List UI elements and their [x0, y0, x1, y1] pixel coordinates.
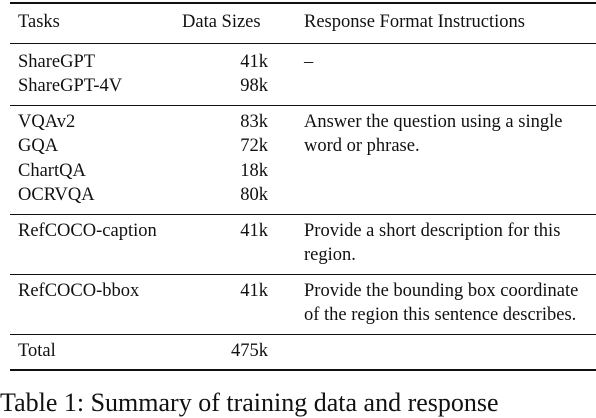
task-cell — [10, 214, 182, 274]
instruction-text: of the region this sentence describes. — [304, 305, 577, 325]
instruction-text: Provide the bounding box coordinate — [304, 280, 579, 301]
data-summary-table-container — [10, 2, 596, 371]
size-cell — [182, 274, 286, 334]
table-row-refcoco-caption — [10, 214, 596, 274]
header-response-format: Response Format Instructions — [304, 12, 525, 32]
data-size: 18k — [240, 160, 268, 181]
task-cell — [10, 274, 182, 334]
data-size: 41k — [240, 280, 268, 301]
data-summary-table — [10, 2, 596, 371]
instruction-cell — [286, 274, 596, 334]
header-tasks: Tasks — [18, 12, 60, 32]
task-name: RefCOCO-bbox — [18, 280, 140, 301]
data-size: 98k — [240, 76, 268, 96]
instruction-cell — [286, 43, 596, 105]
instruction-cell — [286, 105, 596, 214]
size-cell — [182, 214, 286, 274]
table-caption: Table 1: Summary of training data and response — [0, 388, 499, 417]
task-name: VQAv2 — [18, 111, 76, 132]
task-name: ChartQA — [18, 160, 86, 181]
table-row-refcoco-bbox — [10, 274, 596, 334]
table-row-sharegpt-group — [10, 43, 596, 105]
data-size: 83k — [240, 111, 268, 132]
total-size: 475k — [231, 340, 268, 361]
task-cell — [10, 105, 182, 214]
header-row — [10, 3, 596, 43]
table-row-total — [10, 334, 596, 370]
table-header — [10, 3, 596, 43]
header-data-sizes: Data Sizes — [182, 12, 261, 32]
instruction-text: Answer the question using a single — [304, 111, 563, 132]
data-size: 72k — [240, 136, 268, 156]
instruction-text: Provide a short description for this — [304, 220, 561, 241]
total-label: Total — [18, 340, 56, 361]
instruction-cell — [286, 214, 596, 274]
table-row-vqa-group — [10, 105, 596, 214]
table-body — [10, 43, 596, 370]
instruction-text: – — [304, 51, 314, 72]
data-size: 41k — [240, 51, 268, 72]
instruction-text: region. — [304, 245, 356, 265]
task-name: ShareGPT-4V — [18, 76, 123, 96]
size-cell — [182, 105, 286, 214]
data-size: 41k — [240, 220, 268, 241]
task-name: ShareGPT — [18, 51, 96, 72]
task-cell — [10, 43, 182, 105]
instruction-text: word or phrase. — [304, 136, 420, 156]
task-name: GQA — [18, 136, 59, 156]
size-cell — [182, 43, 286, 105]
task-name: RefCOCO-caption — [18, 220, 157, 241]
total-instruction-empty — [286, 334, 596, 370]
data-size: 80k — [240, 185, 268, 205]
task-name: OCRVQA — [18, 185, 95, 205]
